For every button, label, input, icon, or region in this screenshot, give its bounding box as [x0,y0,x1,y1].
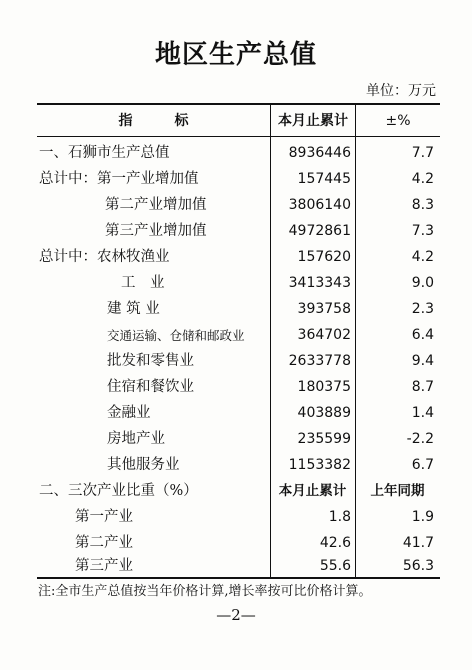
row-growth: 8.3 [411,197,434,213]
row-label: 金融业 [107,405,151,421]
ratio-section-label: 二、三次产业比重（%） [39,483,198,499]
row-label: 一、石狮市生产总值 [39,145,170,161]
row-growth: 7.7 [411,145,434,161]
row-growth: 2.3 [411,301,434,317]
table-row [37,167,440,192]
table-row [37,297,440,322]
row-growth: 9.4 [411,353,434,369]
page-title: 地区生产总值 [154,40,317,70]
table-row [37,141,440,166]
row-value: 393758 [297,301,351,317]
row-value: 180375 [297,379,351,395]
row-label: 批发和零售业 [107,353,194,369]
row-growth: 4.2 [411,249,434,265]
header-cumulative: 本月止累计 [278,113,348,129]
row-value: 2633778 [288,353,351,369]
table-row [37,531,440,556]
row-label: 住宿和餐饮业 [107,379,194,395]
unit-label: 单位：万元 [366,83,436,99]
row-growth: 6.7 [411,457,434,473]
table-row [37,271,440,296]
table-row [37,554,440,579]
row-label: 总计中：农林牧渔业 [39,249,170,265]
row-label: 其他服务业 [107,457,180,473]
row-value: 1153382 [288,457,351,473]
row-previous: 41.7 [402,535,434,551]
row-label: 第一产业 [75,509,133,525]
row-current: 55.6 [319,558,351,574]
row-growth: 4.2 [411,171,434,187]
row-value: 157620 [297,249,351,265]
row-growth: 9.0 [411,275,434,291]
footnote: 注:全市生产总值按当年价格计算,增长率按可比价格计算。 [38,584,372,599]
row-value: 364702 [297,327,351,343]
row-value: 235599 [297,431,351,447]
row-value: 4972861 [288,223,351,239]
row-value: 3806140 [288,197,351,213]
row-growth: 7.3 [411,223,434,239]
table-row [37,401,440,426]
row-label: 第二产业增加值 [105,197,207,213]
row-growth: 6.4 [411,327,434,343]
row-value: 3413343 [288,275,351,291]
page-number: —2— [216,606,256,624]
header-bottom-rule [37,136,440,137]
row-label: 第三产业增加值 [105,223,207,239]
ratio-col-current: 本月止累计 [278,483,347,499]
row-label: 交通运输、仓储和邮政业 [107,328,245,343]
row-label: 工 业 [121,275,165,291]
table-row [37,349,440,374]
header-growth: ±% [385,113,411,129]
table-row [37,323,440,348]
row-current: 42.6 [319,535,351,551]
table-row [37,219,440,244]
row-label: 总计中：第一产业增加值 [39,171,199,187]
table-row [37,453,440,478]
row-growth: 1.4 [411,405,434,421]
row-label: 建 筑 业 [107,301,160,317]
row-growth: -2.2 [406,431,434,447]
header-indicator: 指 标 [118,113,189,129]
table-top-rule [37,103,440,105]
ratio-section-header [37,479,440,504]
row-label: 第三产业 [75,558,133,574]
row-current: 1.8 [328,509,351,525]
row-previous: 56.3 [402,558,434,574]
row-value: 403889 [297,405,351,421]
row-label: 第二产业 [75,535,133,551]
row-value: 157445 [297,171,351,187]
table-row [37,427,440,452]
row-value: 8936446 [288,145,351,161]
ratio-col-previous: 上年同期 [370,483,425,499]
table-row [37,375,440,400]
row-previous: 1.9 [411,509,434,525]
table-row [37,505,440,530]
row-label: 房地产业 [107,431,165,447]
table-row [37,193,440,218]
table-row [37,245,440,270]
row-growth: 8.7 [411,379,434,395]
